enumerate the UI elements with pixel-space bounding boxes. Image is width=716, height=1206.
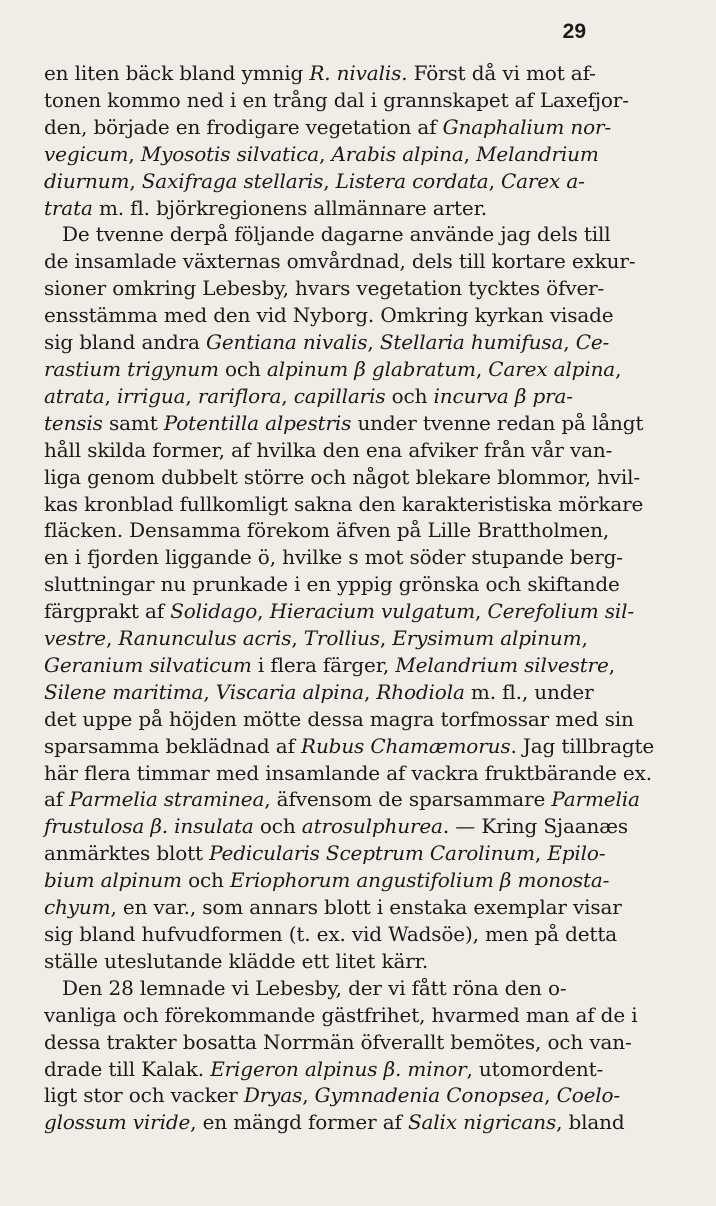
- text-line: dessa trakter bosatta Norrmän öfverallt bemötes, och van-: [44, 1029, 632, 1054]
- text-line: atrata, irrigua, rariflora, capillaris och incurva β pra-: [44, 383, 573, 408]
- text-line: drade till Kalak. Erigeron alpinus β. minor, utomordent-: [44, 1056, 604, 1081]
- text-line: sluttningar nu prunkade i en yppig grönska och skiftande: [44, 572, 620, 597]
- text-line: ensstämma med den vid Nyborg. Omkring kyrkan visade: [44, 303, 614, 328]
- text-line: Den 28 lemnade vi Lebesby, der vi fått röna den o-: [62, 975, 567, 1000]
- text-line: den, började en frodigare vegetation af Gnaphalium nor-: [44, 114, 612, 139]
- text-line: en i fjorden liggande ö, hvilke s mot söder stupande berg-: [44, 545, 623, 570]
- text-line: De tvenne derpå följande dagarne använde jag dels till: [62, 222, 611, 247]
- text-line: kas kronblad fullkomligt sakna den karakteristiska mörkare: [44, 491, 644, 516]
- text-line: liga genom dubbelt större och något blekare blommor, hvil-: [44, 464, 641, 489]
- text-line: rastium trigynum och alpinum β glabratum, Carex alpina,: [44, 356, 622, 381]
- text-line: Geranium silvaticum i flera färger, Melandrium silvestre,: [44, 652, 615, 677]
- text-line: vegicum, Myosotis silvatica, Arabis alpina, Melandrium: [44, 141, 599, 166]
- text-line: färgprakt af Solidago, Hieracium vulgatum, Cerefolium sil-: [44, 599, 634, 624]
- text-line: sioner omkring Lebesby, hvars vegetation tycktes öfver-: [44, 276, 605, 301]
- text-line: anmärktes blott Pedicularis Sceptrum Carolinum, Epilo-: [44, 841, 606, 866]
- text-line: här flera timmar med insamlande af vackra fruktbärande ex.: [44, 760, 652, 785]
- paragraph: [44, 60, 709, 221]
- text-line: tensis samt Potentilla alpestris under tvenne redan på långt: [44, 410, 644, 435]
- text-line: fläcken. Densamma förekom äfven på Lille Brattholmen,: [44, 518, 610, 543]
- text-line: ligt stor och vacker Dryas, Gymnadenia Conopsea, Coelo-: [44, 1083, 621, 1108]
- text-line: sig bland hufvudformen (t. ex. vid Wadsöe), men på detta: [44, 922, 617, 946]
- text-line: håll skilda former, af hvilka den ena afviker från vår van-: [44, 437, 613, 462]
- text-line: bium alpinum och Eriophorum angustifolium β monosta-: [44, 868, 610, 893]
- text-line: af Parmelia straminea, äfvensom de sparsammare Parmelia: [44, 787, 640, 812]
- text-line: tonen kommo ned i en trång dal i grannskapet af Laxefjor-: [44, 87, 629, 112]
- paragraph: [44, 221, 709, 974]
- text-line: de insamlade växternas omvårdnad, dels till kortare exkur-: [44, 249, 636, 274]
- text-line: trata m. fl. björkregionens allmännare arter.: [44, 195, 487, 220]
- text-line: glossum viride, en mängd former af Salix nigricans, bland: [44, 1110, 625, 1135]
- text-line: sparsamma beklädnad af Rubus Chamæmorus. Jag tillbragte: [44, 733, 655, 758]
- body-text: [44, 60, 709, 1136]
- text-line: en liten bäck bland ymnig R. nivalis. Först då vi mot af-: [44, 61, 596, 85]
- text-line: frustulosa β. insulata och atrosulphurea. — Kring Sjaanæs: [44, 814, 628, 839]
- text-line: det uppe på höjden mötte dessa magra torfmossar med sin: [44, 706, 634, 731]
- text-line: sig bland andra Gentiana nivalis, Stellaria humifusa, Ce-: [44, 330, 610, 355]
- text-line: chyum, en var., som annars blott i enstaka exemplar visar: [44, 895, 622, 920]
- text-line: vestre, Ranunculus acris, Trollius, Erysimum alpinum,: [44, 626, 588, 651]
- text-line: diurnum, Saxifraga stellaris, Listera cordata, Carex a-: [44, 168, 585, 193]
- paragraph: [44, 975, 709, 1136]
- page-number: 29: [562, 20, 586, 43]
- text-line: Silene maritima, Viscaria alpina, Rhodiola m. fl., under: [44, 679, 594, 704]
- text-line: ställe uteslutande klädde ett litet kärr.: [44, 948, 429, 973]
- text-line: vanliga och förekommande gästfrihet, hvarmed man af de i: [44, 1002, 638, 1027]
